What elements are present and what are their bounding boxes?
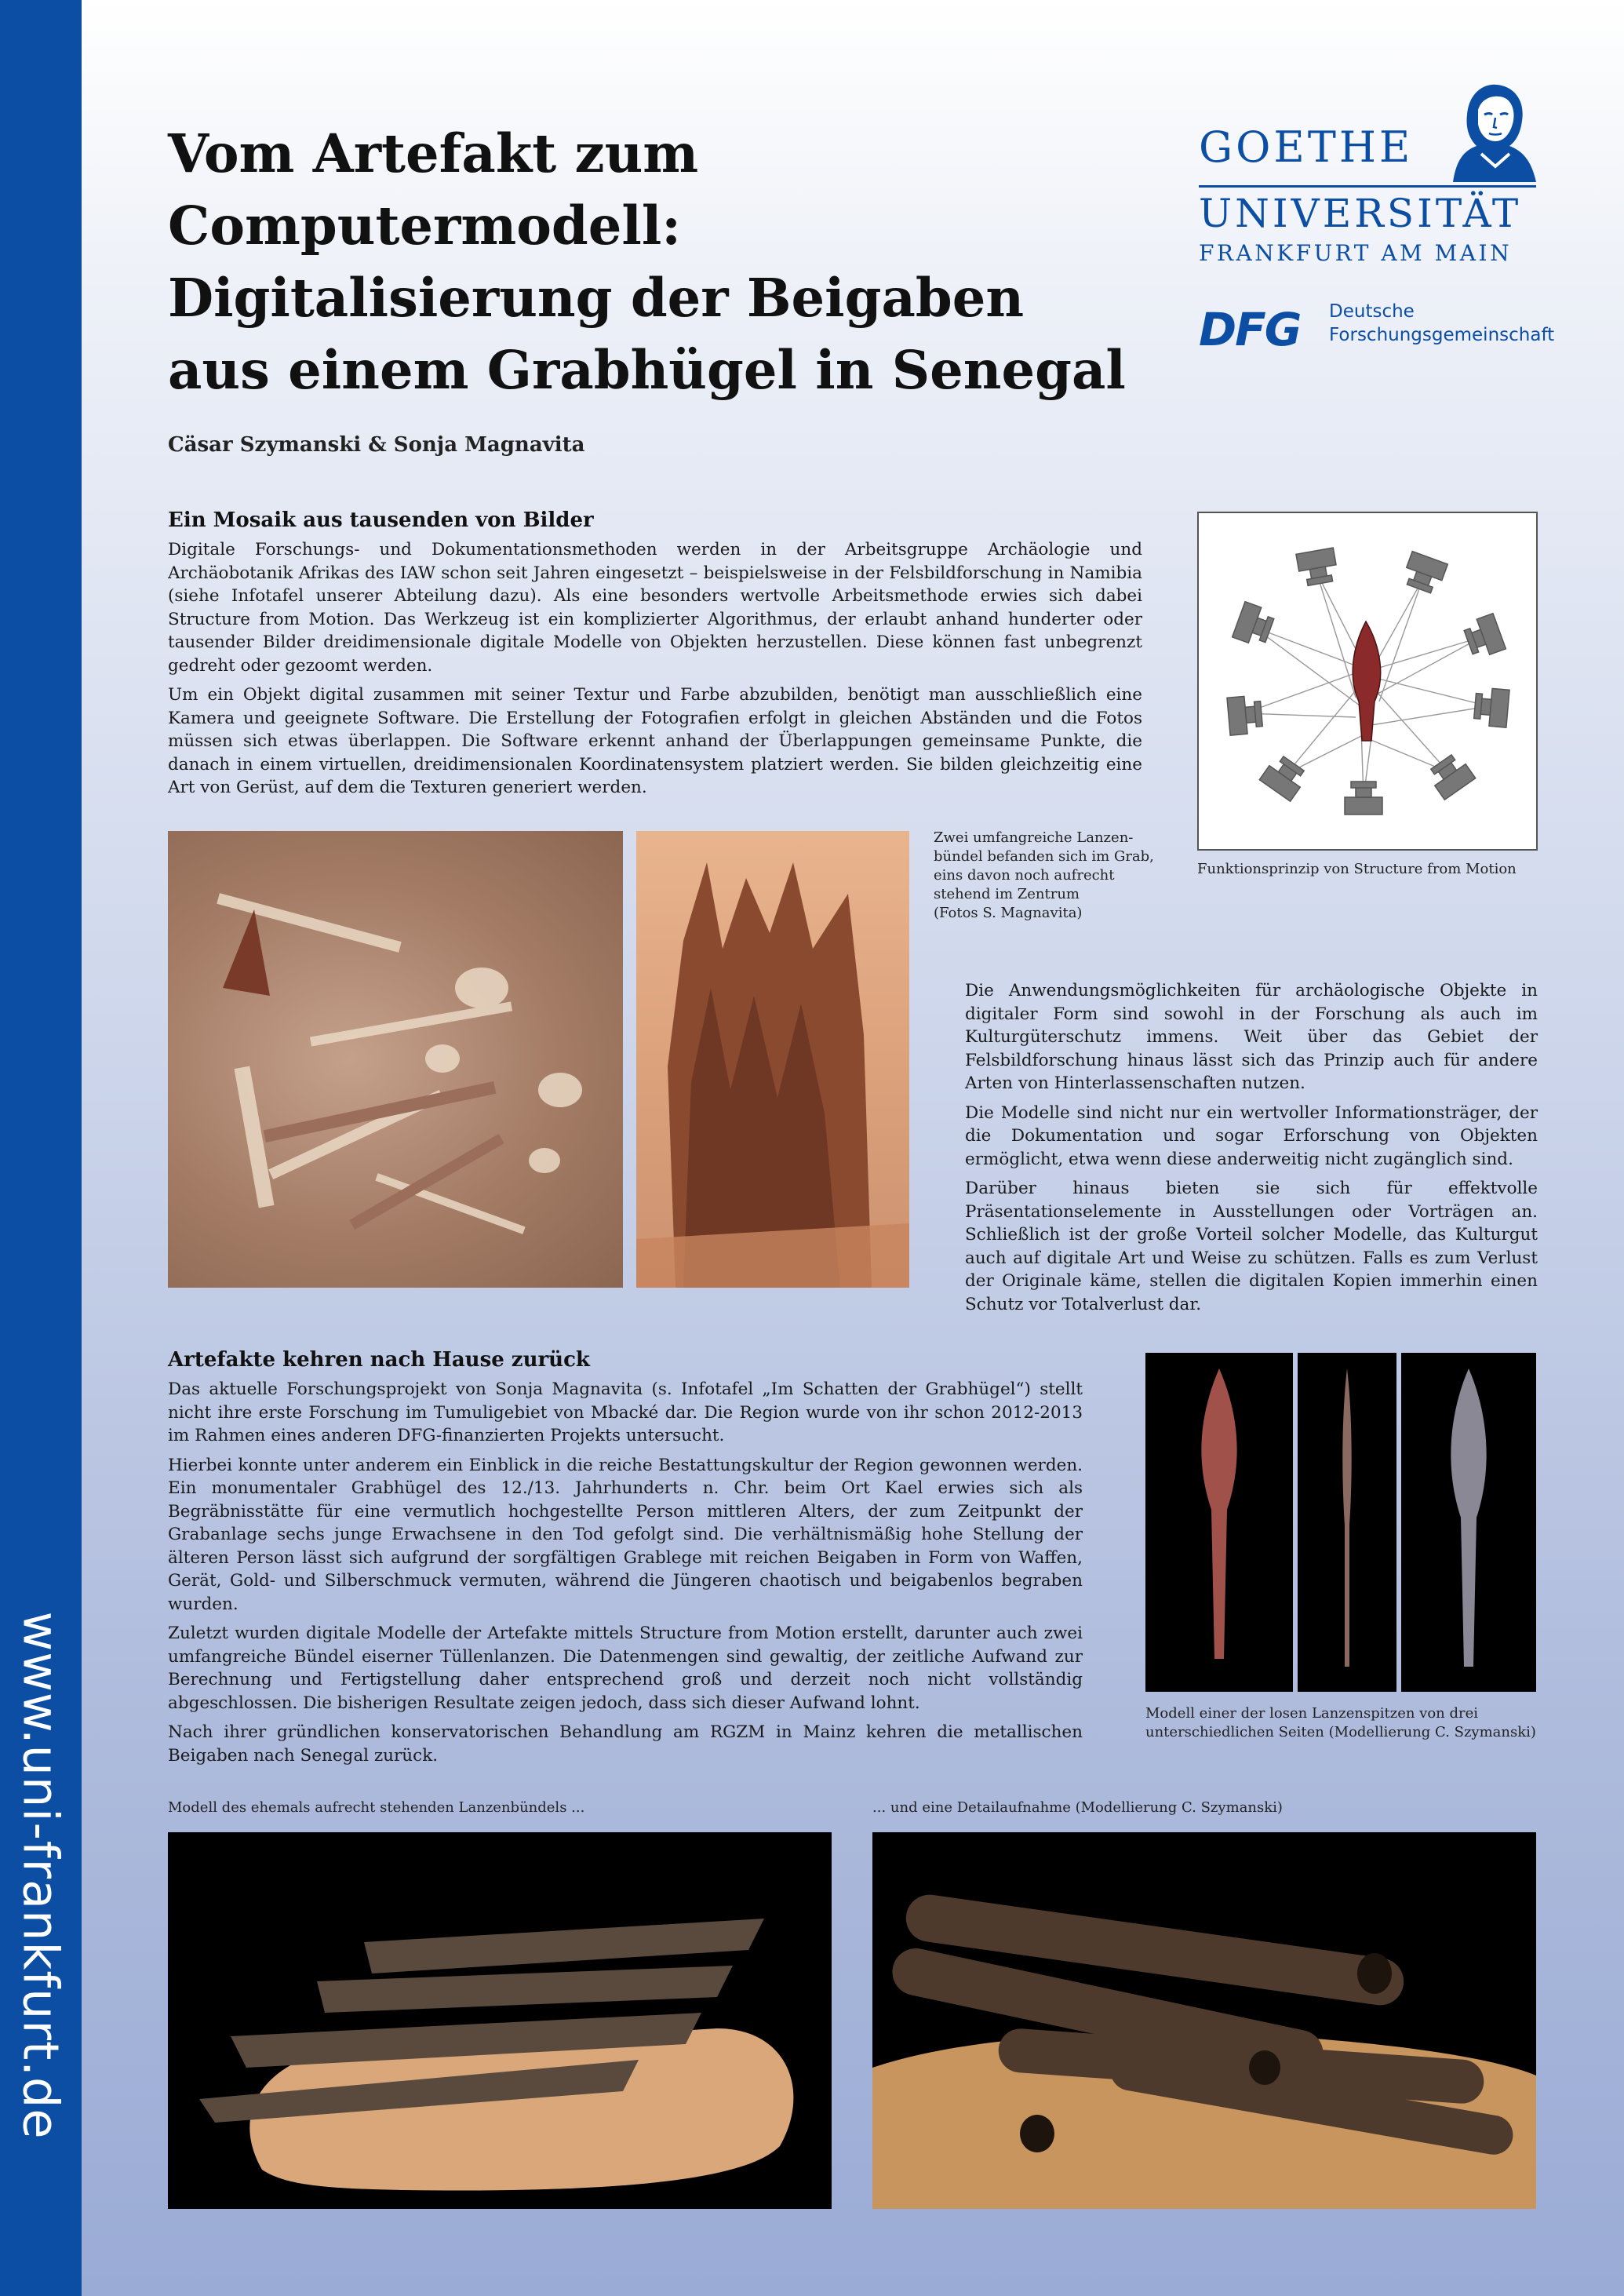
section-body-applications xyxy=(965,979,1538,1322)
section-body-artefacts xyxy=(168,1378,1083,1773)
paragraph: Das aktuelle Forschungsprojekt von Sonja Magnavita (s. Infotafel „Im Schatten der Grabhügel“) stellt nicht ihre erste Forschung im Tumuligebiet von Mbacké dar. Die Region wurde von ihr schon 2012-2013 im Rahmen eines anderen DFG-finanzierten Projekts untersucht. xyxy=(168,1379,1083,1445)
logo-block xyxy=(1199,78,1555,377)
goethe-portrait-icon xyxy=(1437,78,1538,182)
section-body-mosaic xyxy=(168,538,1142,806)
paragraph: Nach ihrer gründlichen konservatorischen Behandlung am RGZM in Mainz kehren die metallischen Beigaben nach Senegal zurück. xyxy=(168,1722,1083,1766)
caption-line: unterschiedlichen Seiten (Modellierung C. Szymanski) xyxy=(1145,1724,1536,1740)
paragraph: Die Modelle sind nicht nur ein wertvoller Informationsträger, der die Dokumentation und sogar Erforschung von Objekten ermöglicht, etwa wenn diese anderweitig nicht zugänglich sind. xyxy=(965,1102,1538,1169)
paragraph: Zuletzt wurden digitale Modelle der Artefakte mittels Structure from Motion erstellt, darunter auch zwei umfangreiche Bündel eiserner Tüllenlanzen. Die Datenmengen sind gewaltig, der zeitliche Aufwand zur Berechnung und Fertigstellung daher entsprechend groß und derzeit noch nicht vollständig abgeschlossen. Die bisherigen Resultate zeigen jedoch, dass sich dieser Aufwand lohnt. xyxy=(168,1624,1083,1713)
spear-caption xyxy=(1145,1704,1536,1742)
spear-model-view-3 xyxy=(1401,1353,1536,1692)
authors: Cäsar Szymanski & Sonja Magnavita xyxy=(168,433,585,457)
title-line-2: Computermodell: xyxy=(168,195,682,257)
title-line-1: Vom Artefakt zum xyxy=(168,122,699,184)
goethe-wordmark: GOETHE xyxy=(1199,122,1414,172)
sfm-diagram xyxy=(1197,512,1538,851)
spear-model-view-1 xyxy=(1145,1353,1293,1692)
paragraph: Digitale Forschungs- und Dokumentationsmethoden werden in der Arbeitsgruppe Archäologie und Archäobotanik Afrikas des IAW schon seit Jahren eingesetzt – beispielsweise in der Felsbildforschung in Namibia (siehe Infotafel unserer Abteilung dazu). Als eine besonders wertvolle Arbeitsmethode erwies sich dabei Structure from Motion. Das Werkzeug ist ein komplizierter Algorithmus, der erlaubt anhand hunderter oder tausender Bilder dreidimensionale digitale Modelle von Objekten herzustellen. Diese können fast unbegrenzt gedreht oder gezoomt werden. xyxy=(168,540,1142,676)
paragraph: Hierbei konnte unter anderem ein Einblick in die reiche Bestattungskultur der Region gewonnen werden. Ein monumentaler Grabhügel des 12./13. Jahrhunderts n. Chr. beim Ort Kael erwies sich als Begräbnisstätte für eine vermutlich hochgestellte Person mittleren Alters, der zum Zeitpunkt der Grabanlage sechs junge Erwachsene in den Tod gefolgt sind. Die verhältnismäßig hohe Stellung der älteren Person lässt sich aufgrund der sorgfältigen Grablege mit reichen Beigaben in Form von Waffen, Gerät, Gold- und Silberschmuck vermuten, während die Jüngeren chaotisch und beigabenlos begraben wurden. xyxy=(168,1455,1083,1614)
sidebar-band xyxy=(0,0,82,2296)
section-heading-mosaic: Ein Mosaik aus tausenden von Bilder xyxy=(168,508,594,532)
spear-model-view-2 xyxy=(1298,1353,1396,1692)
title-line-4: aus einem Grabhügel in Senegal xyxy=(168,339,1126,401)
dfg-name xyxy=(1329,300,1554,347)
sfm-diagram-graphic xyxy=(1199,513,1536,849)
grave-caption xyxy=(934,829,1154,923)
section-heading-artefacts: Artefakte kehren nach Hause zurück xyxy=(168,1348,590,1372)
paragraph: Die Anwendungsmöglichkeiten für archäologische Objekte in digitaler Form sind sowohl in der Forschung als auch im Kulturgüterschutz immens. Weit über das Gebiet der Felsbildforschung hinaus lässt sich das Prinzip auch für andere Arten von Hinterlassenschaften nutzen. xyxy=(965,981,1538,1093)
website-url[interactable]: www.uni-frankfurt.de xyxy=(12,1611,70,2140)
spear-bundle-photo-graphic xyxy=(636,831,909,1288)
caption-line: stehend im Zentrum xyxy=(934,886,1080,902)
poster-title xyxy=(168,118,1172,406)
bundle-model-caption: Modell des ehemals aufrecht stehenden Lanzenbündels ... xyxy=(168,1799,585,1816)
caption-line: Modell einer der losen Lanzenspitzen von drei xyxy=(1145,1705,1479,1722)
spear-detail-model-image xyxy=(872,1832,1536,2209)
detail-model-caption: ... und eine Detailaufnahme (Modellierung C. Szymanski) xyxy=(872,1799,1283,1816)
spear-bundle-model-graphic xyxy=(168,1832,832,2209)
paragraph: Darüber hinaus bieten sie sich für effektvolle Präsentationselemente in Ausstellungen oder Vorträgen an. Schließlich ist der große Vorteil solcher Modelle, das Kulturgut auch auf digitale Art und Weise zu schützen. Falls es zum Verlust der Originale käme, stellen die digitalen Kopien immerhin einen Schutz vor Totalverlust dar. xyxy=(965,1179,1538,1314)
dfg-name-line-2: Forschungsgemeinschaft xyxy=(1329,325,1555,345)
caption-line: (Fotos S. Magnavita) xyxy=(934,905,1083,921)
spear-bundle-model-image xyxy=(168,1832,832,2209)
spear-view-3-graphic xyxy=(1401,1353,1536,1692)
frankfurt-wordmark: FRANKFURT AM MAIN xyxy=(1199,240,1513,266)
upright-spear-bundle-photo xyxy=(636,831,909,1288)
universitaet-wordmark: UNIVERSITÄT xyxy=(1199,185,1536,236)
sfm-caption: Funktionsprinzip von Structure from Motion xyxy=(1197,861,1517,877)
paragraph: Um ein Objekt digital zusammen mit seiner Textur und Farbe abzubilden, benötigt man ausschließlich eine Kamera und geeignete Software. Die Erstellung der Fotografien erfolgt in gleichen Abständen und die Fotos müssen sich etwas überlappen. Die Software erkennt anhand der Überlappungen gemeinsame Punkte, die danach in einem virtuellen, dreidimensionalen Koordinatensystem platziert werden. Sie bilden gleichzeitig eine Art von Gerüst, auf dem die Texturen generiert werden. xyxy=(168,685,1142,797)
caption-line: eins davon noch aufrecht xyxy=(934,867,1115,884)
dfg-name-line-1: Deutsche xyxy=(1329,301,1415,322)
title-line-3: Digitalisierung der Beigaben xyxy=(168,267,1025,329)
grave-photo-graphic xyxy=(168,831,623,1288)
spear-detail-model-graphic xyxy=(872,1832,1536,2209)
caption-line: Zwei umfangreiche Lanzen- xyxy=(934,829,1134,846)
spear-view-1-graphic xyxy=(1145,1353,1293,1692)
dfg-logo: DFG xyxy=(1199,303,1301,356)
grave-photo-skeletons xyxy=(168,831,623,1288)
spear-view-2-graphic xyxy=(1298,1353,1396,1692)
caption-line: bündel befanden sich im Grab, xyxy=(934,848,1154,865)
